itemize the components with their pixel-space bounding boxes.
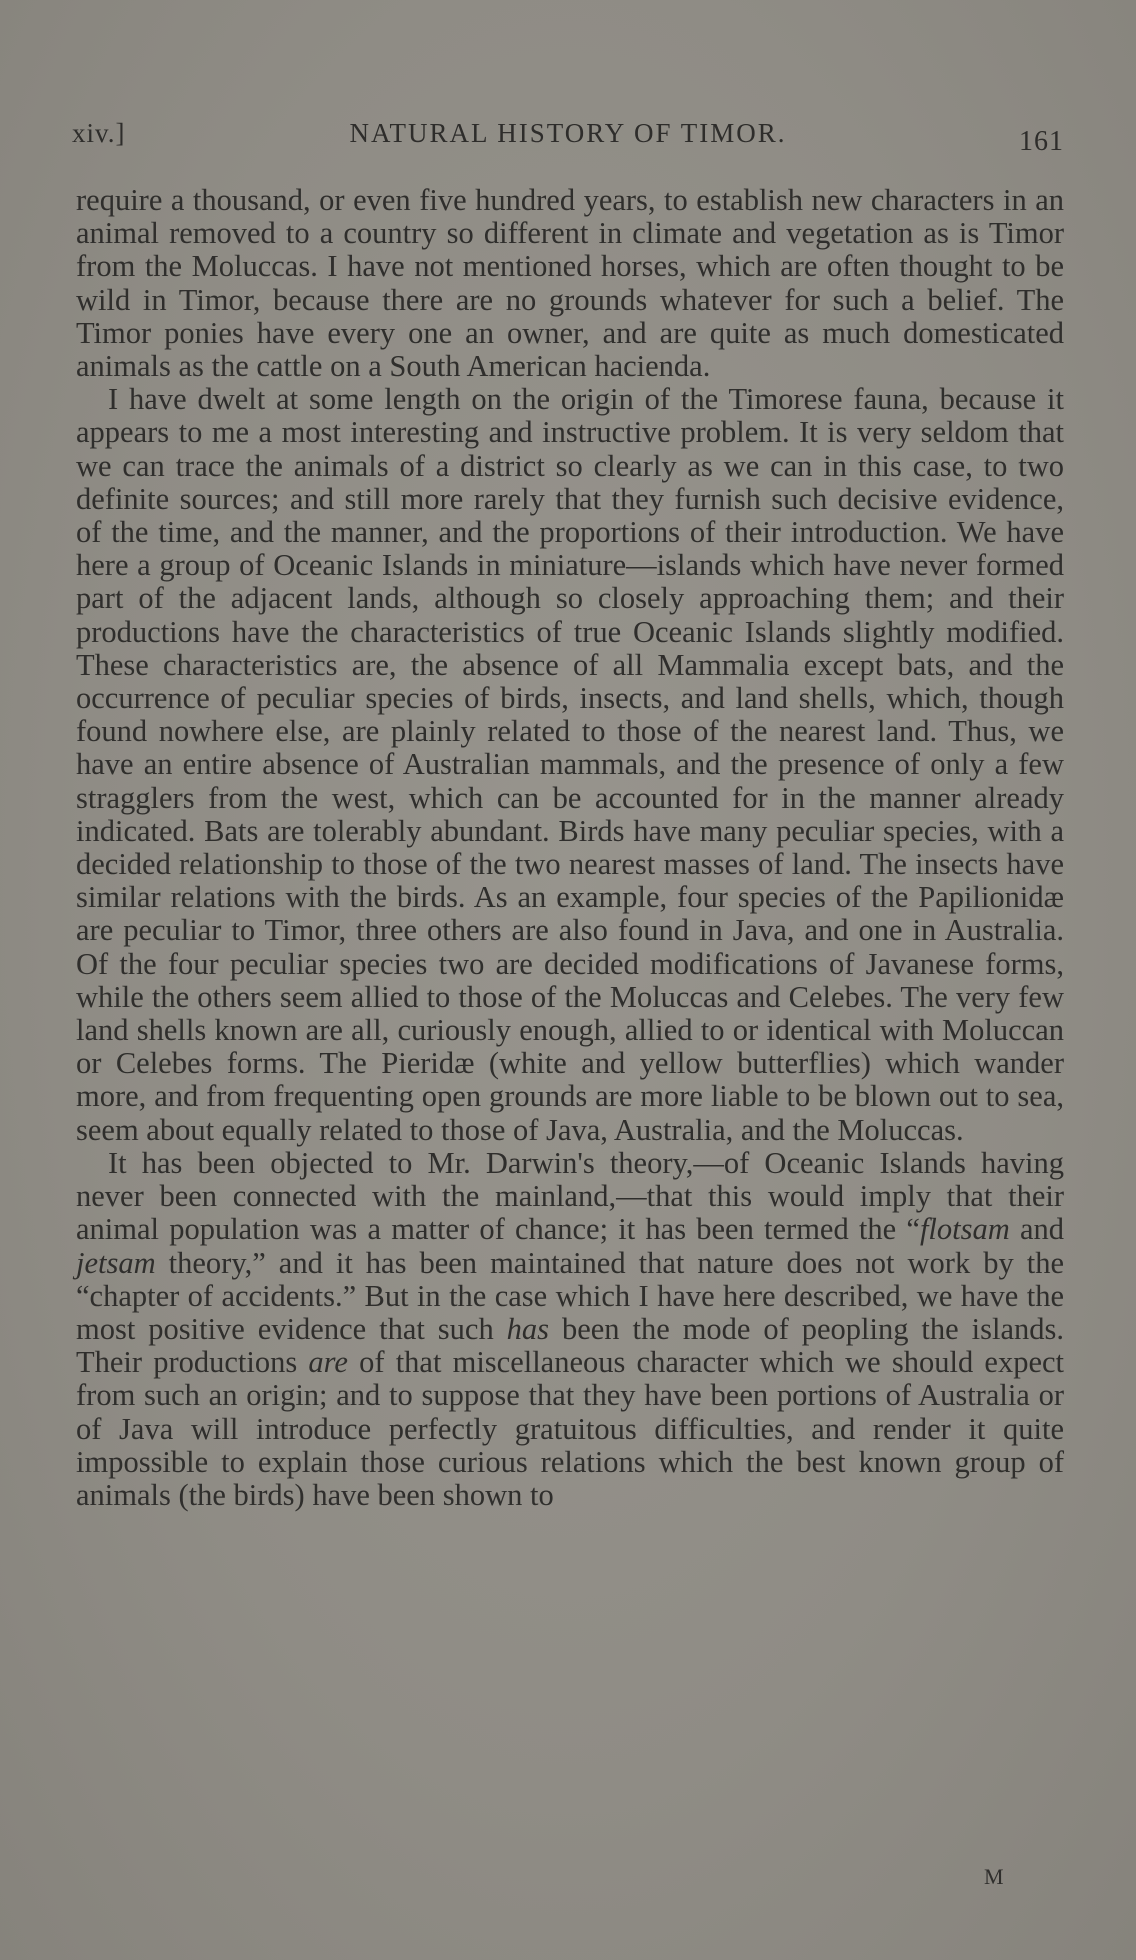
italic-text-segment: has xyxy=(506,1311,550,1346)
running-header xyxy=(72,112,1064,157)
italic-text-segment: flotsam xyxy=(919,1212,1010,1247)
italic-text-segment: are xyxy=(308,1345,348,1380)
page-body-text xyxy=(76,184,1064,1512)
signature-mark: M xyxy=(984,1864,1004,1889)
text-segment: theory,” and it has been maintained that nature does not work by the “chapter of accidents.” But in the case which I have here described, we have the most positive evidence that such xyxy=(76,1245,1064,1346)
paragraph xyxy=(76,184,1064,383)
text-segment: It has been objected to Mr. Darwin's theory,—of Oceanic Islands having never been connected with the mainland,—that this would imply that their animal population was a matter of chance; it has been termed the “ xyxy=(76,1145,1064,1247)
page-number: 161 xyxy=(1019,126,1064,157)
paragraph xyxy=(76,1147,1064,1512)
italic-text-segment: jetsam xyxy=(76,1245,156,1280)
paragraph xyxy=(76,383,1064,1147)
text-segment: require a thousand, or even five hundred years, to establish new characters in an animal removed to a country so different in climate and vegetation as is Timor from the Moluccas. I have not mentioned horses, which are often thought to be wild in Timor, because there are no grounds whatever for such a belief. The Timor ponies have every one an owner, and are quite as much domesticated animals as the cattle on a South American hacienda. xyxy=(76,183,1064,384)
text-segment: and xyxy=(1009,1212,1065,1247)
text-segment: I have dwelt at some length on the origin of the Timorese fauna, because it appears to me a most interesting and instructive problem. It is very seldom that we can trace the animals of a district so clearly as we can in this case, to two definite sources; and still more rarely that they furnish such decisive evidence, of the time, and the manner, and the proportions of their introduction. We have here a group of Oceanic Islands in miniature—islands which have never formed part of the adjacent lands, although so closely approaching them; and their productions have the characteristics of true Oceanic Islands slightly modified. These characteristics are, the absence of all Mammalia except bats, and the occurrence of peculiar species of birds, insects, and land shells, which, though found nowhere else, are plainly related to those of the nearest land. Thus, we have an entire absence of Australian mammals, and the presence of only a few stragglers from the west, which can be accounted for in the manner already indicated. Bats are tolerably abundant. Birds have many peculiar species, with a decided relationship to those of the two nearest masses of land. The insects have similar relations with the birds. As an example, four species of the Papilionidæ are peculiar to Timor, three others are also found in Java, and one in Australia. Of the four peculiar species two are decided modifications of Javanese forms, while the others seem allied to those of the Moluccas and Celebes. The very few land shells known are all, curiously enough, allied to or identical with Moluccan or Celebes forms. The Pieridæ (white and yellow butterflies) which wander more, and from frequenting open grounds are more liable to be blown out to sea, seem about equally related to those of Java, Australia, and the Moluccas. xyxy=(76,382,1064,1147)
running-title: NATURAL HISTORY OF TIMOR. xyxy=(349,118,787,148)
chapter-marker: xiv.] xyxy=(72,118,126,148)
text-segment: been the mode of peopling the islands. Their productions xyxy=(76,1311,1064,1380)
text-segment: of that miscellaneous character which we should expect from such an origin; and to suppose that they have been portions of Australia or of Java will introduce perfectly gratuitous difficulties, and render it quite impossible to explain those curious relations which the best known group of animals (the birds) have been shown to xyxy=(76,1345,1064,1512)
